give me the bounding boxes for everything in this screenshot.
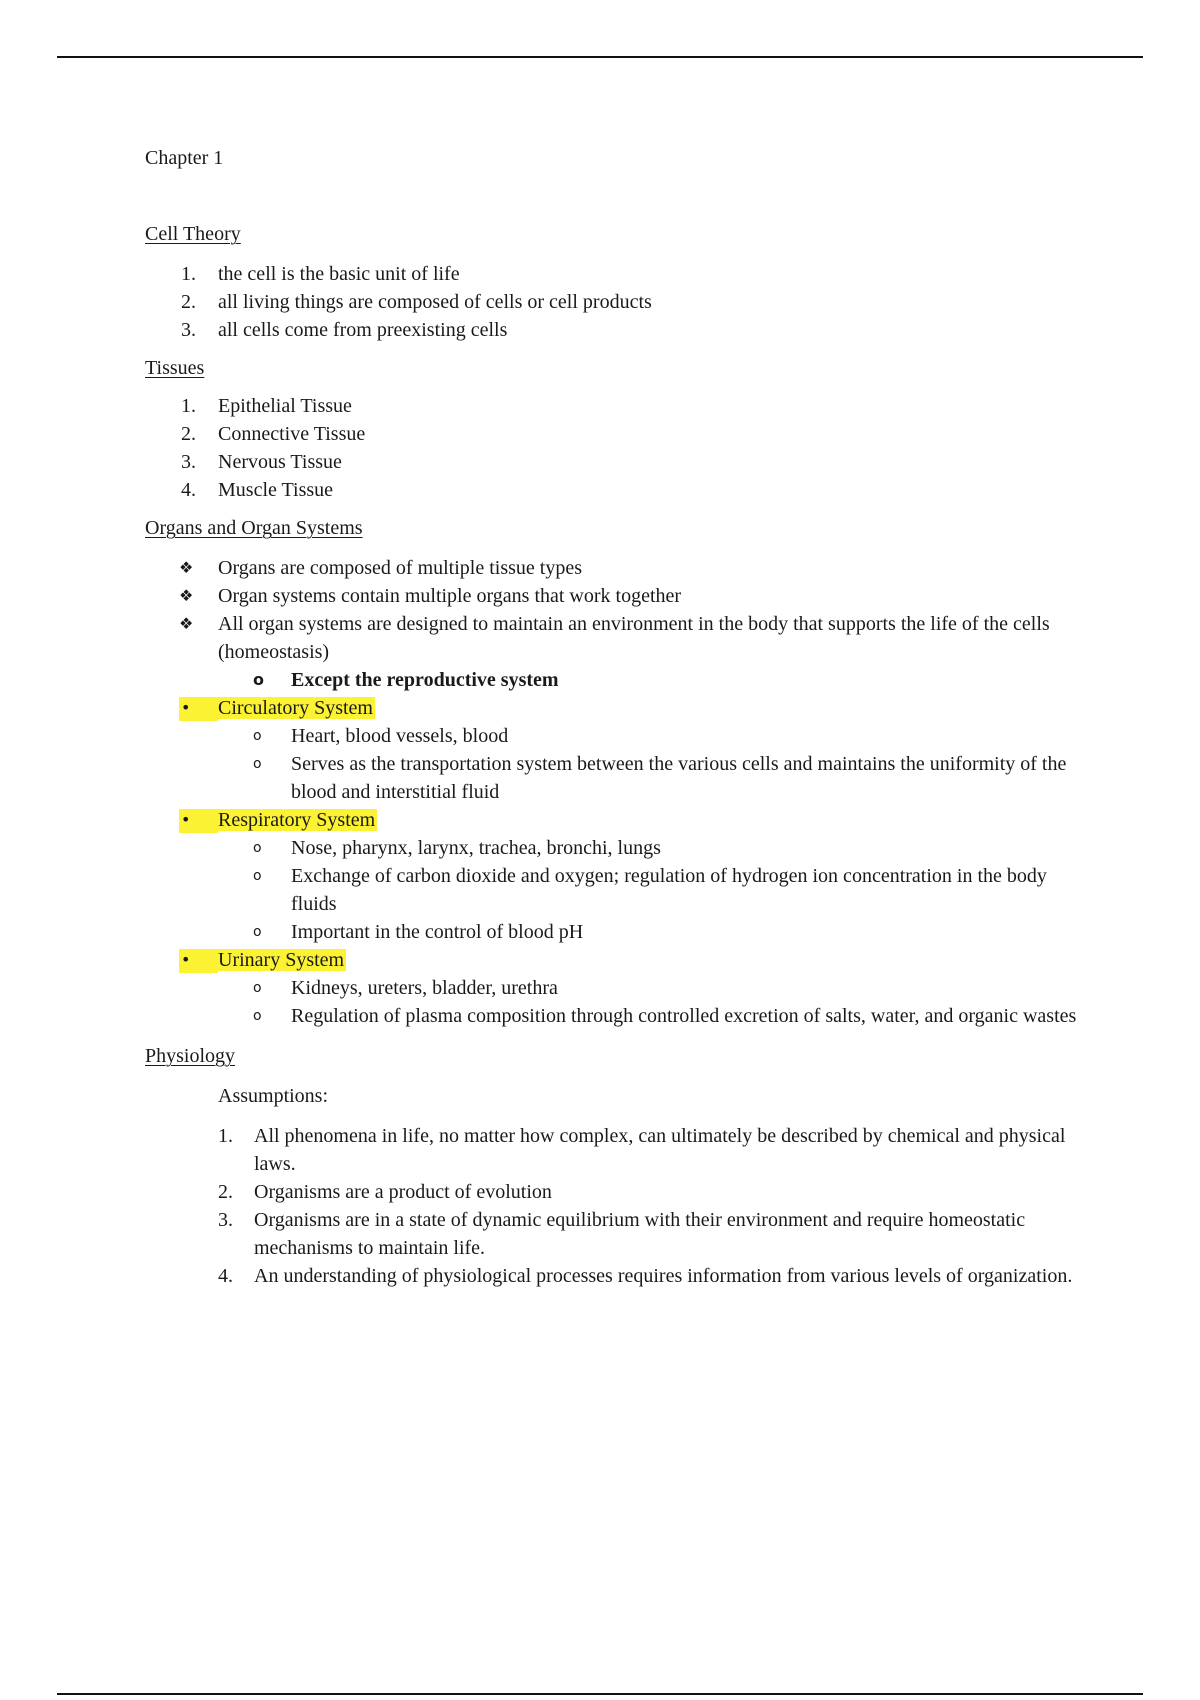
list-item-text: Organs are composed of multiple tissue types [218,557,583,579]
list-item [145,610,1085,666]
top-rule [57,56,1143,58]
list-item [145,582,1085,610]
circle-bullet-icon: o [253,728,262,744]
list-number: 3. [181,319,196,341]
section-heading: Physiology [145,1045,236,1067]
list-item-text: Exchange of carbon dioxide and oxygen; regulation of hydrogen ion concentration in the body fluids [291,865,1047,915]
bullet-icon: • [181,698,191,717]
urinary-details [145,974,1085,1030]
list-item [145,750,1085,806]
section-tissues [145,354,1085,504]
list-item-text: all cells come from preexisting cells [218,319,508,341]
list-item-text: Organ systems contain multiple organs that work together [218,585,682,607]
cell-theory-list [145,260,1085,344]
system-name: Urinary System [218,949,345,971]
respiratory-details [145,834,1085,946]
list-number: 4. [181,479,196,501]
list-number: 3. [218,1209,233,1231]
list-number: 2. [181,291,196,313]
exception-list [145,666,1085,694]
circle-bullet-icon: o [253,980,262,996]
bullet-icon: • [181,950,191,969]
list-item [145,974,1085,1002]
list-item-text: Important in the control of blood pH [291,921,584,943]
list-item [145,862,1085,918]
section-heading: Organs and Organ Systems [145,517,363,539]
list-item-text: Organisms are a product of evolution [254,1181,552,1203]
list-item-text: Nervous Tissue [218,451,342,473]
list-item [145,554,1085,582]
list-item [145,448,1085,476]
system-name: Circulatory System [218,697,373,719]
chapter-title: Chapter 1 [145,147,224,169]
section-organs [145,514,1085,1030]
list-item-text: Serves as the transportation system between the various cells and maintains the uniformity of the blood and interstitial fluid [291,753,1067,803]
list-item-text: Except the reproductive system [291,669,559,691]
circle-bullet-icon: o [253,868,262,884]
tissues-list [145,392,1085,504]
circle-bullet-icon: o [253,756,262,772]
list-item-text: Nose, pharynx, larynx, trachea, bronchi, lungs [291,837,661,859]
list-item-text: Kidneys, ureters, bladder, urethra [291,977,558,999]
list-item [145,666,1085,694]
list-item-text: All phenomena in life, no matter how complex, can ultimately be described by chemical and physical laws. [254,1125,1066,1175]
list-item [145,1178,1085,1206]
list-number: 3. [181,451,196,473]
list-number: 1. [181,263,196,285]
list-item-text: Connective Tissue [218,423,366,445]
list-item [145,834,1085,862]
bullet-icon: • [181,810,191,829]
list-item-text: all living things are composed of cells or cell products [218,291,652,313]
list-item-text: Epithelial Tissue [218,395,352,417]
section-heading: Tissues [145,357,205,379]
diamond-bullet-icon: ❖ [179,586,194,605]
list-item-text: All organ systems are designed to maintain an environment in the body that supports the life of the cells (homeostasis) [218,613,1050,663]
list-item-text: Regulation of plasma composition through controlled excretion of salts, water, and organic wastes [291,1005,1077,1027]
circle-bullet-icon: o [253,924,262,940]
assumptions-label: Assumptions: [218,1085,329,1107]
list-item [145,1262,1085,1290]
list-item [145,918,1085,946]
list-number: 2. [181,423,196,445]
system-item-circulatory [145,694,1085,722]
list-number: 4. [218,1265,233,1287]
circle-bullet-icon: o [253,1008,262,1024]
list-item-text: the cell is the basic unit of life [218,263,460,285]
diamond-bullet-icon: ❖ [179,614,194,633]
section-physiology [145,1042,1085,1290]
diamond-bullet-icon: ❖ [179,558,194,577]
list-item [145,392,1085,420]
bottom-rule [57,1693,1143,1695]
physiology-list [145,1122,1085,1290]
list-number: 1. [218,1125,233,1147]
list-item [145,260,1085,288]
system-item-respiratory [145,806,1085,834]
list-item [145,420,1085,448]
list-item [145,1122,1085,1178]
list-item-text: Organisms are in a state of dynamic equilibrium with their environment and require homeostatic mechanisms to maintain life. [254,1209,1026,1259]
system-name: Respiratory System [218,809,376,831]
circle-bullet-icon: o [253,670,264,689]
circulatory-details [145,722,1085,806]
list-number: 2. [218,1181,233,1203]
section-cell-theory [145,220,1085,344]
list-item [145,722,1085,750]
list-item-text: Heart, blood vessels, blood [291,725,509,747]
list-item-text: An understanding of physiological processes requires information from various levels of organization. [254,1265,1073,1287]
list-item-text: Muscle Tissue [218,479,334,501]
list-item [145,316,1085,344]
section-heading: Cell Theory [145,223,241,245]
circle-bullet-icon: o [253,840,262,856]
list-item [145,1002,1085,1030]
list-item [145,1206,1085,1262]
organs-bullet-list [145,554,1085,666]
list-number: 1. [181,395,196,417]
system-item-urinary [145,946,1085,974]
list-item [145,288,1085,316]
list-item [145,476,1085,504]
document-page [145,140,1085,1290]
